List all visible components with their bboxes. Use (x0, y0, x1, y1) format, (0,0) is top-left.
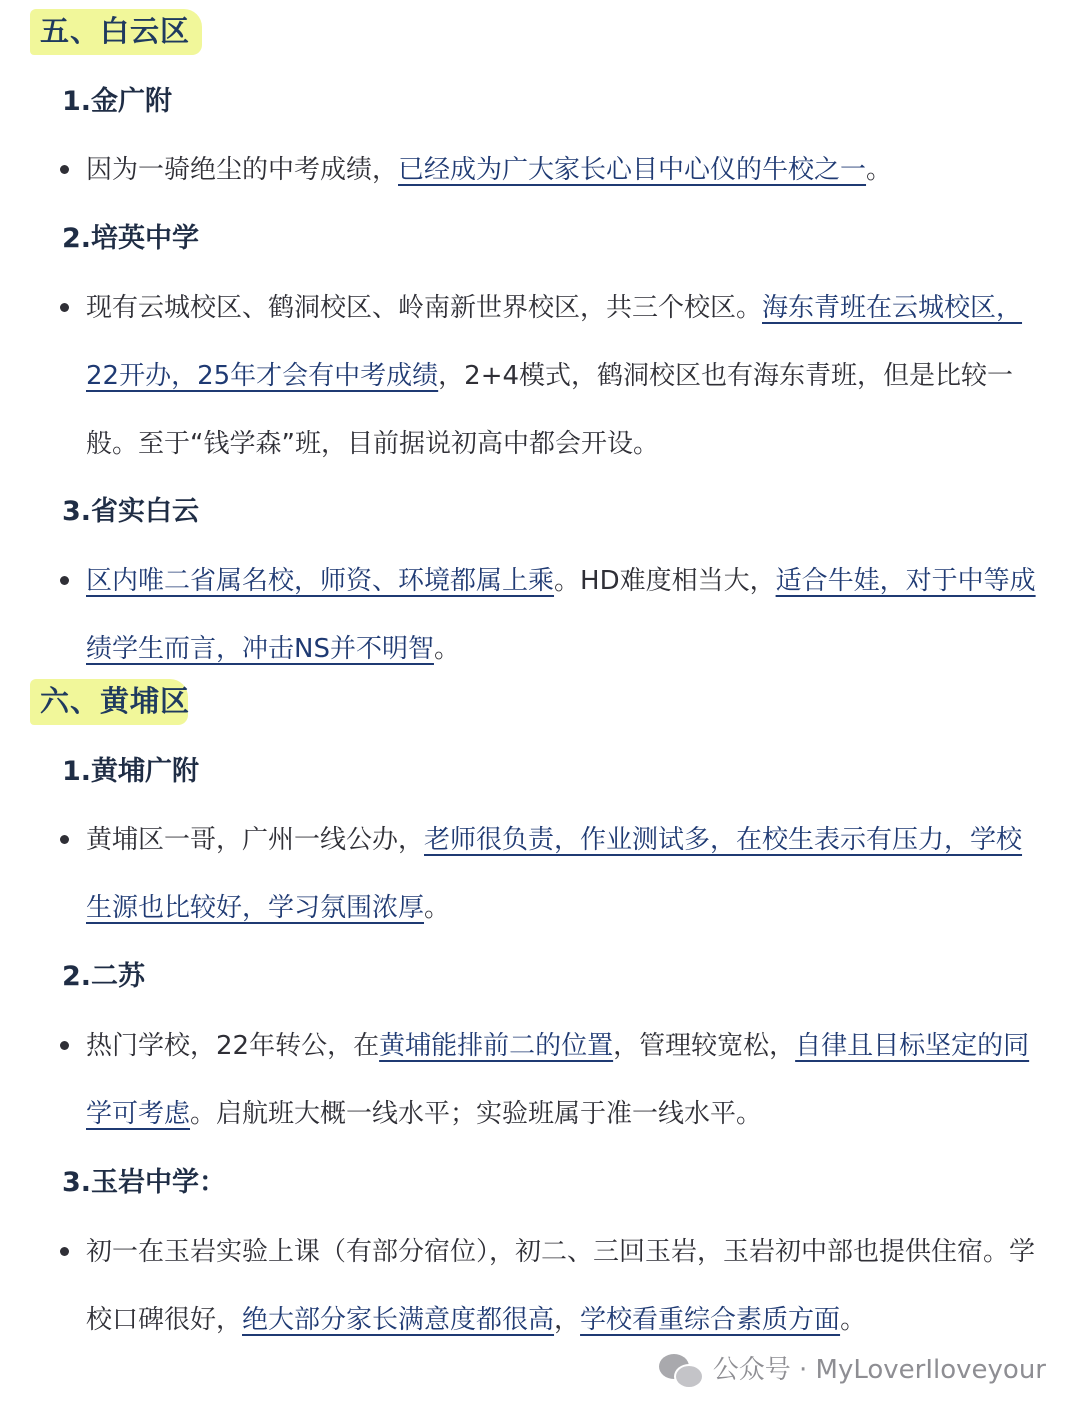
section-title-baiyun: 五、白云区 (40, 12, 190, 50)
bullet-icon (60, 303, 69, 312)
underlined-text: 适合牛娃，对于中等成绩学生而言，冲击NS并不明智 (86, 566, 1036, 664)
wechat-icon (659, 1352, 703, 1388)
bullet-icon (60, 576, 69, 585)
school-description (86, 274, 1041, 478)
underlined-text: 区内唯二省属名校，师资、环境都属上乘 (86, 566, 555, 596)
text-segment: 初一在玉岩实验上课（有部分宿位），初二、三回玉岩，玉岩初中部也提供住宿。学校口碑很好， (86, 1237, 1036, 1335)
wechat-account-watermark (659, 1350, 1046, 1390)
school-description (86, 1012, 1041, 1148)
underlined-text: 老师很负责，作业测试多，在校生表示有压力，学校生源也比较好，学习氛围浓厚 (86, 825, 1023, 923)
underlined-text: 海东青班在云城校区，22开办，25年才会有中考成绩 (86, 293, 1023, 391)
bullet-icon (60, 835, 69, 844)
underlined-text: 学校看重综合素质方面 (580, 1305, 841, 1335)
text-segment: ，管理较宽松， (613, 1031, 796, 1061)
text-segment: 现有云城校区、鹤洞校区、岭南新世界校区，共三个校区。 (86, 293, 763, 323)
section-title-huangpu: 六、黄埔区 (40, 682, 190, 720)
underlined-text: 自律且目标坚定的同学可考虑 (86, 1031, 1030, 1129)
text-segment: 。 (866, 155, 893, 185)
school-heading: 1.黄埔广附 (62, 756, 200, 787)
underlined-text: 黄埔能排前二的位置 (379, 1031, 614, 1061)
text-segment: 。HD难度相当大， (554, 566, 776, 596)
underlined-text: 绝大部分家长满意度都很高 (242, 1305, 555, 1335)
school-heading: 3.玉岩中学： (62, 1167, 227, 1198)
bullet-icon (60, 1247, 69, 1256)
text-segment: 因为一骑绝尘的中考成绩， (86, 155, 399, 185)
bullet-icon (60, 1041, 69, 1050)
underlined-text: 已经成为广大家长心目中心仪的牛校之一 (398, 155, 867, 185)
text-segment: 热门学校，22年转公，在 (86, 1031, 380, 1061)
text-segment: 。 (424, 893, 451, 923)
bullet-icon (60, 165, 69, 174)
school-description (86, 136, 1041, 204)
school-heading: 2.二苏 (62, 961, 146, 992)
text-segment: 。 (840, 1305, 867, 1335)
watermark-label: 公众号 · MyLoverIloveyour (712, 1355, 1046, 1385)
text-segment: ，2+4模式，鹤洞校区也有海东青班，但是比较一般。至于“钱学森”班，目前据说初高中都会开设。 (86, 361, 1014, 459)
school-description (86, 806, 1041, 942)
school-heading: 2.培英中学 (62, 223, 200, 254)
text-segment: ， (554, 1305, 581, 1335)
text-segment: 。启航班大概一线水平；实验班属于准一线水平。 (190, 1099, 763, 1129)
text-segment: 黄埔区一哥，广州一线公办， (86, 825, 425, 855)
text-segment: 。 (433, 634, 460, 664)
school-heading: 3.省实白云 (62, 496, 200, 527)
school-description (86, 1218, 1041, 1354)
school-heading: 1.金广附 (62, 86, 173, 117)
school-description (86, 547, 1041, 683)
